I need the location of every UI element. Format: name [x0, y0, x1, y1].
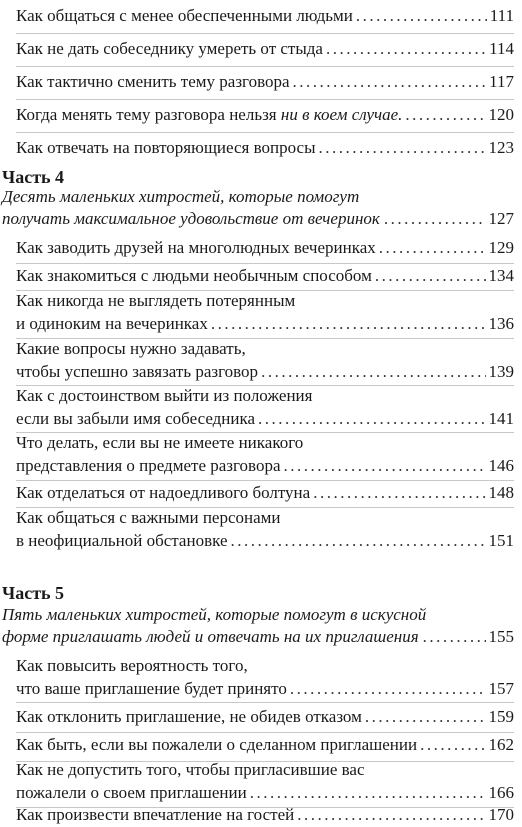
- toc-entry[interactable]: [16, 337, 514, 383]
- toc-entry[interactable]: [16, 384, 514, 430]
- page-number: 117: [489, 72, 514, 91]
- entry-title: Как быть, если вы пожалели о сделанном приглашении: [16, 735, 418, 754]
- toc-entry[interactable]: [16, 70, 514, 93]
- entry-title: чтобы успешно завязать разговор: [16, 362, 259, 381]
- toc-entry[interactable]: [16, 803, 514, 826]
- part-subtitle: [2, 604, 514, 648]
- page-number: 127: [488, 209, 514, 228]
- entry-title: Как произвести впечатление на гостей: [16, 805, 295, 824]
- toc-entry[interactable]: [16, 236, 514, 259]
- toc-entry[interactable]: [16, 654, 514, 700]
- divider: [16, 702, 514, 703]
- page-number: 129: [488, 238, 514, 257]
- divider: [16, 66, 514, 67]
- divider: [16, 99, 514, 100]
- leader-dots: [375, 264, 486, 287]
- entry-title: Как не допустить того, чтобы пригласившие вас: [16, 760, 365, 779]
- leader-dots: [356, 4, 487, 27]
- page-number: 114: [489, 39, 514, 58]
- page-number: 141: [488, 409, 514, 428]
- leader-dots: [313, 481, 485, 504]
- entry-title-italic: ни в коем случае.: [280, 105, 403, 124]
- leader-dots: [290, 677, 486, 700]
- page-number: 134: [488, 266, 514, 285]
- leader-dots: [231, 529, 486, 552]
- toc-entry[interactable]: [16, 758, 514, 804]
- entry-title: Как отделаться от надоедливого болтуна: [16, 483, 311, 502]
- leader-dots: [293, 70, 487, 93]
- entry-title: Как общаться с менее обеспеченными людьми: [16, 6, 353, 25]
- entry-title: Когда менять тему разговора нельзя: [16, 105, 281, 124]
- part-subtitle-line: Пять маленьких хитростей, которые помогут в искусной: [2, 605, 427, 624]
- entry-title: что ваше приглашение будет принято: [16, 679, 287, 698]
- part-subtitle-line: получать максимальное удовольствие от вечеринок: [2, 209, 380, 228]
- page-number: 146: [488, 456, 514, 475]
- part-subtitle: [2, 186, 514, 230]
- leader-dots: [365, 705, 486, 728]
- page-number: 155: [488, 627, 514, 646]
- page-number: 151: [488, 531, 514, 550]
- page-number: 166: [488, 783, 514, 802]
- leader-dots: [379, 236, 486, 259]
- page-number: 148: [488, 483, 514, 502]
- toc-entry[interactable]: [16, 4, 514, 27]
- toc-entry[interactable]: [16, 37, 514, 60]
- page-number: 120: [488, 105, 514, 124]
- entry-title: представления о предмете разговора: [16, 456, 281, 475]
- divider: [16, 33, 514, 34]
- toc-entry[interactable]: [16, 264, 514, 287]
- toc-entry[interactable]: [16, 136, 514, 159]
- leader-dots: [261, 360, 485, 383]
- entry-title: Как отклонить приглашение, не обидев отказом: [16, 707, 362, 726]
- entry-title: Как не дать собеседнику умереть от стыда: [16, 39, 323, 58]
- leader-dots: [284, 454, 486, 477]
- leader-dots: [297, 803, 485, 826]
- leader-dots: [405, 103, 485, 126]
- toc-entry[interactable]: [16, 289, 514, 335]
- toc-entry[interactable]: [16, 733, 514, 756]
- part-subtitle-line: Десять маленьких хитростей, которые помогут: [2, 187, 360, 206]
- entry-title: Как с достоинством выйти из положения: [16, 386, 313, 405]
- part-subtitle-line: форме приглашать людей и отвечать на их приглашения: [2, 627, 419, 646]
- toc-entry[interactable]: [16, 705, 514, 728]
- leader-dots: [326, 37, 486, 60]
- leader-dots: [420, 733, 485, 756]
- leader-dots: [250, 781, 486, 804]
- page-number: 123: [488, 138, 514, 157]
- entry-title: Как отвечать на повторяющиеся вопросы: [16, 138, 316, 157]
- page-number: 111: [489, 6, 514, 25]
- leader-dots: [423, 626, 486, 648]
- page-number: 136: [488, 314, 514, 333]
- leader-dots: [319, 136, 486, 159]
- entry-title: пожалели о своем приглашении: [16, 783, 247, 802]
- entry-title: если вы забыли имя собеседника: [16, 409, 256, 428]
- entry-title: Как тактично сменить тему разговора: [16, 72, 290, 91]
- entry-title: в неофициальной обстановке: [16, 531, 228, 550]
- entry-title: Какие вопросы нужно задавать,: [16, 339, 246, 358]
- toc-entry[interactable]: [16, 481, 514, 504]
- page-number: 139: [488, 362, 514, 381]
- page-number: 170: [488, 805, 514, 824]
- entry-title: и одиноким на вечеринках: [16, 314, 208, 333]
- leader-dots: [384, 208, 486, 230]
- divider: [16, 132, 514, 133]
- toc-entry[interactable]: [16, 103, 514, 126]
- entry-title: Что делать, если вы не имеете никакого: [16, 433, 304, 452]
- leader-dots: [258, 407, 485, 430]
- toc-entry[interactable]: [16, 431, 514, 477]
- part-heading: Часть 4: [2, 167, 65, 187]
- entry-title: Как общаться с важными персонами: [16, 508, 281, 527]
- leader-dots: [211, 312, 486, 335]
- part-heading: Часть 5: [2, 583, 65, 603]
- page-number: 162: [488, 735, 514, 754]
- entry-title: Как повысить вероятность того,: [16, 656, 248, 675]
- page-number: 159: [488, 707, 514, 726]
- entry-title: Как заводить друзей на многолюдных вечеринках: [16, 238, 376, 257]
- entry-title: Как никогда не выглядеть потерянным: [16, 291, 296, 310]
- entry-title: Как знакомиться с людьми необычным способом: [16, 266, 372, 285]
- page-number: 157: [488, 679, 514, 698]
- toc-entry[interactable]: [16, 506, 514, 552]
